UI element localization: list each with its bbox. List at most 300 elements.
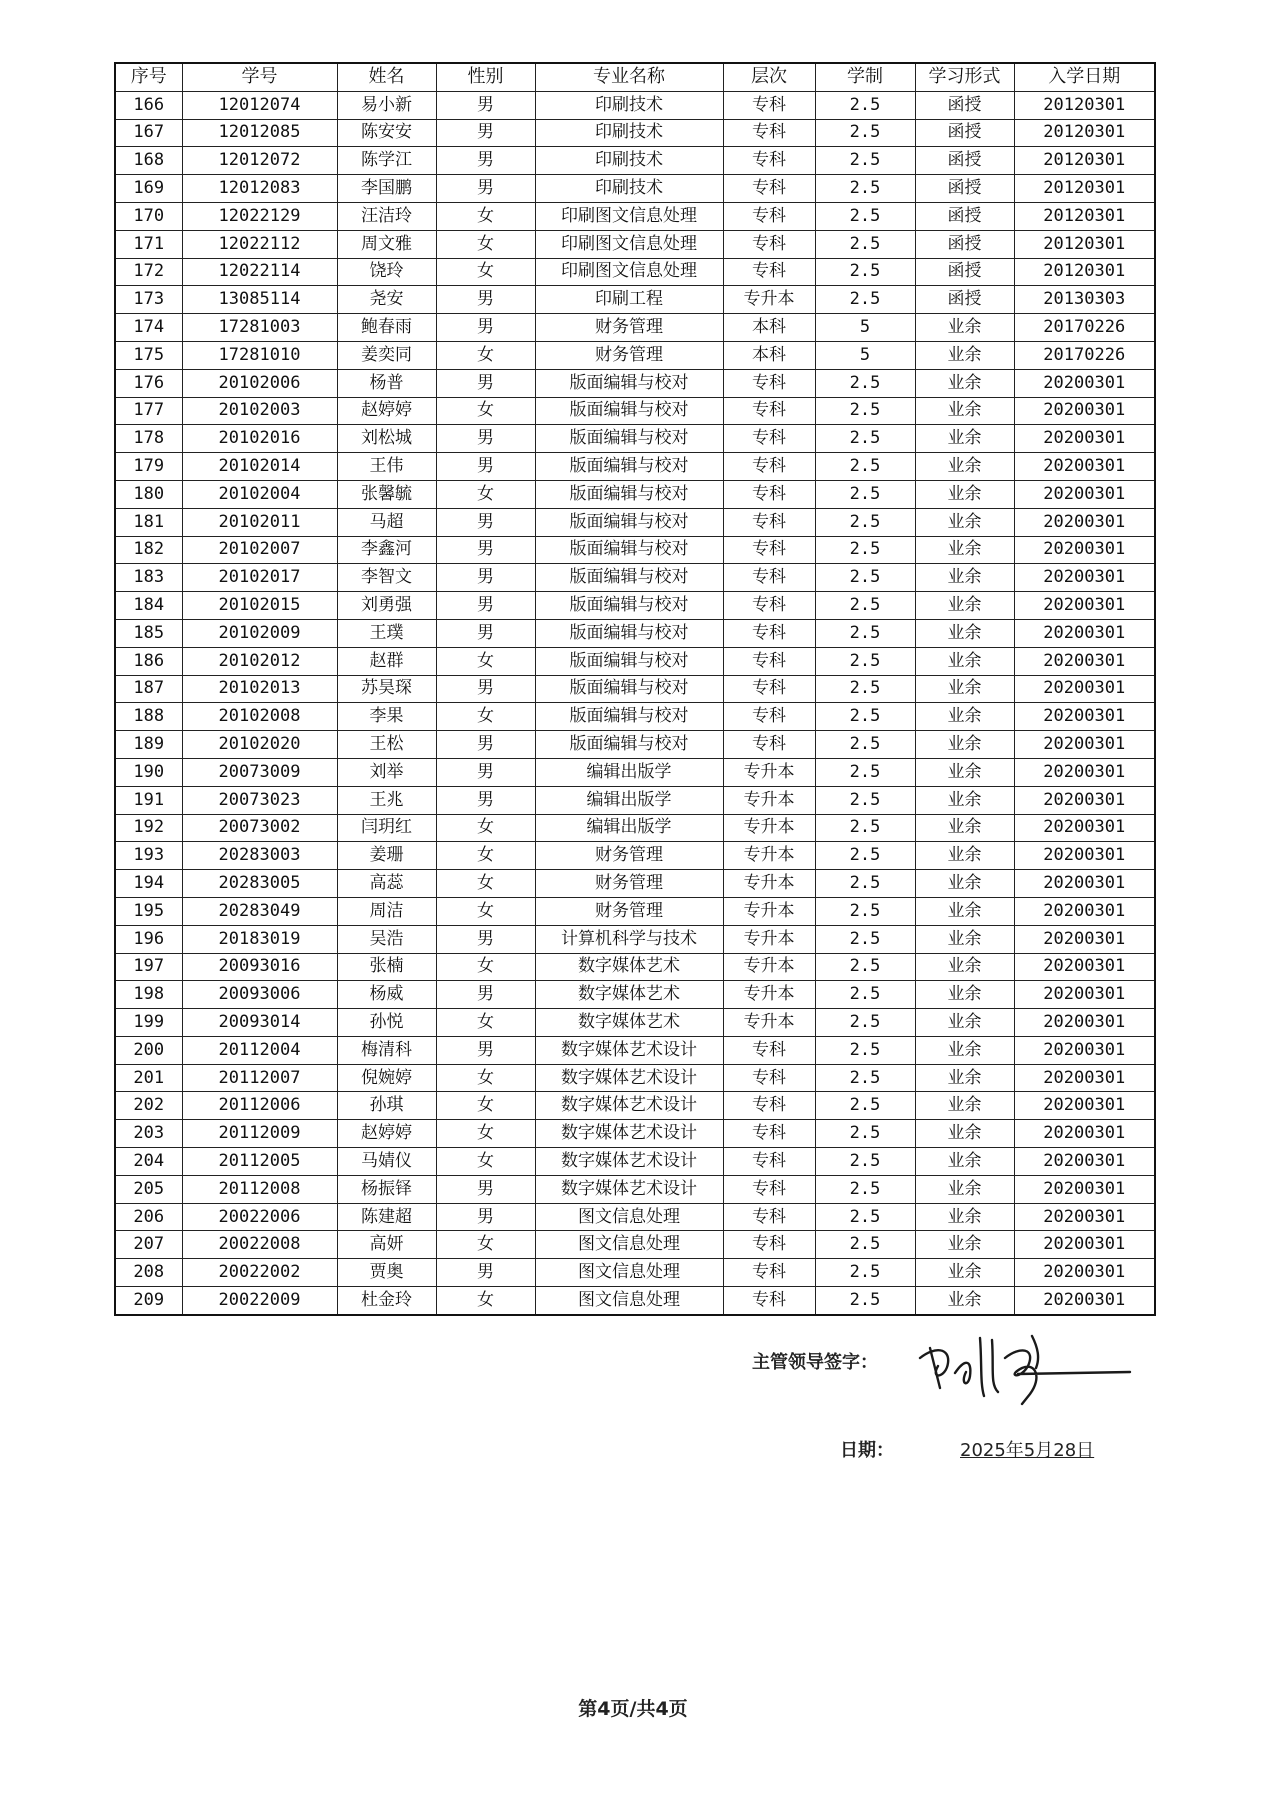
table-cell: 男	[436, 91, 535, 119]
table-cell: 2.5	[815, 1064, 915, 1092]
table-cell: 杜金玲	[337, 1287, 436, 1315]
table-cell: 20102012	[182, 647, 337, 675]
table-cell: 王伟	[337, 453, 436, 481]
table-cell: 191	[115, 786, 182, 814]
table-cell: 李智文	[337, 564, 436, 592]
header-cell: 序号	[115, 63, 182, 91]
table-cell: 印刷图文信息处理	[535, 258, 723, 286]
table-row	[115, 1231, 1155, 1259]
table-cell: 170	[115, 202, 182, 230]
table-row	[115, 703, 1155, 731]
date-value: 2025年5月28日	[960, 1440, 1095, 1461]
table-cell: 188	[115, 703, 182, 731]
table-cell: 20283005	[182, 870, 337, 898]
table-cell: 20200301	[1014, 1287, 1155, 1315]
table-row	[115, 147, 1155, 175]
table-cell: 女	[436, 480, 535, 508]
table-cell: 姜珊	[337, 842, 436, 870]
table-cell: 印刷技术	[535, 175, 723, 203]
table-cell: 20200301	[1014, 1148, 1155, 1176]
table-cell: 赵婷婷	[337, 1120, 436, 1148]
table-cell: 20200301	[1014, 508, 1155, 536]
table-cell: 业余	[915, 619, 1014, 647]
table-cell: 20200301	[1014, 953, 1155, 981]
table-cell: 印刷图文信息处理	[535, 230, 723, 258]
table-cell: 业余	[915, 814, 1014, 842]
table-cell: 男	[436, 1259, 535, 1287]
table-cell: 印刷技术	[535, 147, 723, 175]
table-cell: 20102008	[182, 703, 337, 731]
table-cell: 函授	[915, 147, 1014, 175]
table-cell: 2.5	[815, 536, 915, 564]
table-cell: 179	[115, 453, 182, 481]
table-cell: 20200301	[1014, 619, 1155, 647]
table-cell: 业余	[915, 981, 1014, 1009]
table-cell: 2.5	[815, 675, 915, 703]
table-row	[115, 564, 1155, 592]
table-cell: 业余	[915, 703, 1014, 731]
table-cell: 182	[115, 536, 182, 564]
table-cell: 女	[436, 1287, 535, 1315]
table-cell: 2.5	[815, 453, 915, 481]
table-cell: 女	[436, 870, 535, 898]
table-row	[115, 91, 1155, 119]
table-cell: 20073009	[182, 758, 337, 786]
table-cell: 专升本	[723, 842, 815, 870]
table-cell: 190	[115, 758, 182, 786]
table-cell: 174	[115, 314, 182, 342]
table-cell: 12022129	[182, 202, 337, 230]
table-cell: 专科	[723, 1036, 815, 1064]
table-cell: 专科	[723, 647, 815, 675]
header-cell: 性别	[436, 63, 535, 91]
table-cell: 姜奕同	[337, 341, 436, 369]
header-cell: 层次	[723, 63, 815, 91]
table-row	[115, 675, 1155, 703]
table-cell: 女	[436, 1148, 535, 1176]
table-cell: 函授	[915, 202, 1014, 230]
table-cell: 2.5	[815, 1231, 915, 1259]
table-cell: 业余	[915, 675, 1014, 703]
table-row	[115, 1064, 1155, 1092]
table-cell: 业余	[915, 369, 1014, 397]
table-cell: 业余	[915, 925, 1014, 953]
table-cell: 2.5	[815, 202, 915, 230]
table-cell: 马超	[337, 508, 436, 536]
table-cell: 版面编辑与校对	[535, 592, 723, 620]
table-cell: 2.5	[815, 397, 915, 425]
table-cell: 业余	[915, 1231, 1014, 1259]
table-cell: 男	[436, 925, 535, 953]
table-cell: 175	[115, 341, 182, 369]
table-cell: 数字媒体艺术	[535, 981, 723, 1009]
table-cell: 男	[436, 286, 535, 314]
table-cell: 专科	[723, 592, 815, 620]
table-cell: 专升本	[723, 1009, 815, 1037]
table-cell: 198	[115, 981, 182, 1009]
table-cell: 财务管理	[535, 314, 723, 342]
table-cell: 财务管理	[535, 341, 723, 369]
table-row	[115, 897, 1155, 925]
table-cell: 女	[436, 341, 535, 369]
table-cell: 20200301	[1014, 1064, 1155, 1092]
table-cell: 数字媒体艺术设计	[535, 1120, 723, 1148]
table-cell: 2.5	[815, 814, 915, 842]
table-cell: 王兆	[337, 786, 436, 814]
table-cell: 男	[436, 119, 535, 147]
table-cell: 李鑫河	[337, 536, 436, 564]
table-row	[115, 230, 1155, 258]
table-cell: 女	[436, 1009, 535, 1037]
table-cell: 王松	[337, 731, 436, 759]
table-cell: 本科	[723, 341, 815, 369]
table-cell: 女	[436, 230, 535, 258]
table-cell: 186	[115, 647, 182, 675]
table-cell: 专升本	[723, 758, 815, 786]
table-row	[115, 175, 1155, 203]
table-cell: 20200301	[1014, 480, 1155, 508]
table-cell: 函授	[915, 175, 1014, 203]
table-row	[115, 1009, 1155, 1037]
table-cell: 业余	[915, 897, 1014, 925]
table-cell: 20102020	[182, 731, 337, 759]
table-cell: 版面编辑与校对	[535, 564, 723, 592]
table-row	[115, 925, 1155, 953]
table-cell: 专科	[723, 369, 815, 397]
table-cell: 20102016	[182, 425, 337, 453]
table-cell: 专升本	[723, 953, 815, 981]
table-cell: 20102009	[182, 619, 337, 647]
table-cell: 173	[115, 286, 182, 314]
table-cell: 专科	[723, 453, 815, 481]
table-cell: 180	[115, 480, 182, 508]
table-cell: 数字媒体艺术设计	[535, 1148, 723, 1176]
table-row	[115, 1175, 1155, 1203]
table-cell: 专升本	[723, 925, 815, 953]
table-cell: 166	[115, 91, 182, 119]
table-cell: 20093014	[182, 1009, 337, 1037]
table-cell: 20073002	[182, 814, 337, 842]
table-cell: 汪洁玲	[337, 202, 436, 230]
table-cell: 专升本	[723, 814, 815, 842]
table-cell: 12012083	[182, 175, 337, 203]
table-cell: 专科	[723, 91, 815, 119]
table-cell: 女	[436, 814, 535, 842]
table-row	[115, 1120, 1155, 1148]
table-cell: 20200301	[1014, 675, 1155, 703]
table-cell: 202	[115, 1092, 182, 1120]
table-cell: 20102013	[182, 675, 337, 703]
table-cell: 刘松城	[337, 425, 436, 453]
table-cell: 2.5	[815, 1036, 915, 1064]
table-cell: 5	[815, 314, 915, 342]
table-cell: 12012085	[182, 119, 337, 147]
table-cell: 2.5	[815, 508, 915, 536]
table-cell: 女	[436, 842, 535, 870]
table-cell: 周洁	[337, 897, 436, 925]
table-cell: 版面编辑与校对	[535, 480, 723, 508]
table-cell: 业余	[915, 647, 1014, 675]
table-cell: 20200301	[1014, 369, 1155, 397]
table-cell: 业余	[915, 592, 1014, 620]
table-cell: 2.5	[815, 925, 915, 953]
table-body	[115, 91, 1155, 1315]
table-cell: 192	[115, 814, 182, 842]
table-row	[115, 397, 1155, 425]
table-cell: 赵群	[337, 647, 436, 675]
table-cell: 业余	[915, 731, 1014, 759]
table-cell: 版面编辑与校对	[535, 425, 723, 453]
table-cell: 20200301	[1014, 1120, 1155, 1148]
header-cell: 入学日期	[1014, 63, 1155, 91]
table-cell: 版面编辑与校对	[535, 731, 723, 759]
table-cell: 数字媒体艺术设计	[535, 1092, 723, 1120]
table-cell: 196	[115, 925, 182, 953]
table-cell: 业余	[915, 1036, 1014, 1064]
table-cell: 王璞	[337, 619, 436, 647]
table-cell: 20200301	[1014, 925, 1155, 953]
table-cell: 女	[436, 647, 535, 675]
table-cell: 2.5	[815, 1092, 915, 1120]
table-cell: 高蕊	[337, 870, 436, 898]
table-cell: 20200301	[1014, 758, 1155, 786]
table-cell: 12022114	[182, 258, 337, 286]
table-cell: 专科	[723, 425, 815, 453]
table-cell: 2.5	[815, 870, 915, 898]
table-cell: 187	[115, 675, 182, 703]
table-cell: 2.5	[815, 564, 915, 592]
table-cell: 20183019	[182, 925, 337, 953]
table-cell: 数字媒体艺术设计	[535, 1175, 723, 1203]
table-cell: 男	[436, 1203, 535, 1231]
table-cell: 陈学江	[337, 147, 436, 175]
table-cell: 20102011	[182, 508, 337, 536]
table-cell: 专科	[723, 202, 815, 230]
table-cell: 专升本	[723, 981, 815, 1009]
table-cell: 本科	[723, 314, 815, 342]
table-cell: 男	[436, 1036, 535, 1064]
table-cell: 贾奥	[337, 1259, 436, 1287]
table-cell: 数字媒体艺术设计	[535, 1036, 723, 1064]
table-cell: 专科	[723, 1092, 815, 1120]
table-cell: 财务管理	[535, 897, 723, 925]
table-cell: 女	[436, 1092, 535, 1120]
table-cell: 20102006	[182, 369, 337, 397]
table-cell: 2.5	[815, 91, 915, 119]
table-row	[115, 758, 1155, 786]
table-cell: 图文信息处理	[535, 1231, 723, 1259]
table-header-row	[115, 63, 1155, 91]
table-cell: 版面编辑与校对	[535, 508, 723, 536]
table-cell: 20283003	[182, 842, 337, 870]
table-cell: 20120301	[1014, 258, 1155, 286]
table-cell: 业余	[915, 314, 1014, 342]
table-cell: 印刷技术	[535, 91, 723, 119]
table-cell: 171	[115, 230, 182, 258]
table-cell: 专科	[723, 175, 815, 203]
table-cell: 206	[115, 1203, 182, 1231]
table-cell: 李国鹏	[337, 175, 436, 203]
table-cell: 专升本	[723, 286, 815, 314]
table-cell: 版面编辑与校对	[535, 536, 723, 564]
table-cell: 168	[115, 147, 182, 175]
table-cell: 数字媒体艺术	[535, 953, 723, 981]
table-cell: 饶玲	[337, 258, 436, 286]
table-cell: 12012074	[182, 91, 337, 119]
table-cell: 2.5	[815, 369, 915, 397]
table-cell: 版面编辑与校对	[535, 647, 723, 675]
table-cell: 2.5	[815, 897, 915, 925]
table-cell: 181	[115, 508, 182, 536]
table-cell: 专科	[723, 1064, 815, 1092]
table-cell: 业余	[915, 480, 1014, 508]
table-cell: 12012072	[182, 147, 337, 175]
table-cell: 20093016	[182, 953, 337, 981]
table-row	[115, 202, 1155, 230]
table-cell: 193	[115, 842, 182, 870]
table-cell: 201	[115, 1064, 182, 1092]
header-cell: 专业名称	[535, 63, 723, 91]
table-cell: 20022006	[182, 1203, 337, 1231]
table-cell: 业余	[915, 1259, 1014, 1287]
table-cell: 20200301	[1014, 453, 1155, 481]
table-cell: 数字媒体艺术	[535, 1009, 723, 1037]
table-row	[115, 258, 1155, 286]
table-cell: 20022002	[182, 1259, 337, 1287]
table-cell: 女	[436, 258, 535, 286]
table-cell: 2.5	[815, 1175, 915, 1203]
table-cell: 177	[115, 397, 182, 425]
header-cell: 学制	[815, 63, 915, 91]
table-cell: 男	[436, 147, 535, 175]
table-cell: 图文信息处理	[535, 1203, 723, 1231]
table-cell: 赵婷婷	[337, 397, 436, 425]
table-cell: 业余	[915, 453, 1014, 481]
table-cell: 刘举	[337, 758, 436, 786]
table-cell: 专科	[723, 1120, 815, 1148]
table-cell: 209	[115, 1287, 182, 1315]
page-number: 第4页/共4页	[578, 1698, 688, 1720]
header-cell: 姓名	[337, 63, 436, 91]
table-cell: 男	[436, 175, 535, 203]
table-cell: 17281003	[182, 314, 337, 342]
table-cell: 男	[436, 758, 535, 786]
table-cell: 专科	[723, 480, 815, 508]
table-cell: 2.5	[815, 286, 915, 314]
table-cell: 169	[115, 175, 182, 203]
table-cell: 2.5	[815, 953, 915, 981]
table-cell: 20120301	[1014, 91, 1155, 119]
table-cell: 207	[115, 1231, 182, 1259]
table-cell: 业余	[915, 564, 1014, 592]
table-row	[115, 119, 1155, 147]
table-row	[115, 453, 1155, 481]
table-cell: 女	[436, 1064, 535, 1092]
table-cell: 20112005	[182, 1148, 337, 1176]
table-cell: 数字媒体艺术设计	[535, 1064, 723, 1092]
table-row	[115, 341, 1155, 369]
table-cell: 业余	[915, 1175, 1014, 1203]
table-cell: 周文雅	[337, 230, 436, 258]
table-row	[115, 1203, 1155, 1231]
table-cell: 2.5	[815, 758, 915, 786]
table-cell: 版面编辑与校对	[535, 675, 723, 703]
table-row	[115, 508, 1155, 536]
table-cell: 杨振铎	[337, 1175, 436, 1203]
table-cell: 业余	[915, 1287, 1014, 1315]
table-cell: 199	[115, 1009, 182, 1037]
table-cell: 计算机科学与技术	[535, 925, 723, 953]
table-row	[115, 842, 1155, 870]
table-row	[115, 1092, 1155, 1120]
table-cell: 2.5	[815, 147, 915, 175]
table-cell: 13085114	[182, 286, 337, 314]
table-cell: 梅清科	[337, 1036, 436, 1064]
table-cell: 业余	[915, 758, 1014, 786]
table-cell: 吴浩	[337, 925, 436, 953]
table-cell: 张楠	[337, 953, 436, 981]
table-cell: 业余	[915, 870, 1014, 898]
table-row	[115, 1036, 1155, 1064]
table-cell: 20200301	[1014, 703, 1155, 731]
table-row	[115, 731, 1155, 759]
table-row	[115, 870, 1155, 898]
table-cell: 男	[436, 453, 535, 481]
table-cell: 专科	[723, 1287, 815, 1315]
table-cell: 20200301	[1014, 842, 1155, 870]
table-cell: 女	[436, 1231, 535, 1259]
table-cell: 闫玥红	[337, 814, 436, 842]
table-cell: 2.5	[815, 786, 915, 814]
table-cell: 20200301	[1014, 564, 1155, 592]
table-cell: 20200301	[1014, 981, 1155, 1009]
table-cell: 编辑出版学	[535, 786, 723, 814]
table-cell: 苏昊琛	[337, 675, 436, 703]
table-cell: 易小新	[337, 91, 436, 119]
table-row	[115, 1259, 1155, 1287]
table-cell: 20120301	[1014, 175, 1155, 203]
table-cell: 20102014	[182, 453, 337, 481]
table-cell: 20112008	[182, 1175, 337, 1203]
table-cell: 男	[436, 786, 535, 814]
table-row	[115, 286, 1155, 314]
table-cell: 20283049	[182, 897, 337, 925]
table-cell: 204	[115, 1148, 182, 1176]
table-cell: 业余	[915, 341, 1014, 369]
table-row	[115, 953, 1155, 981]
table-cell: 版面编辑与校对	[535, 397, 723, 425]
table-cell: 2.5	[815, 703, 915, 731]
table-cell: 男	[436, 564, 535, 592]
signature-label: 主管领导签字：	[752, 1352, 878, 1373]
table-cell: 专科	[723, 619, 815, 647]
table-cell: 20200301	[1014, 897, 1155, 925]
table-cell: 男	[436, 675, 535, 703]
table-cell: 20112007	[182, 1064, 337, 1092]
table-cell: 20200301	[1014, 1231, 1155, 1259]
table-cell: 业余	[915, 786, 1014, 814]
table-cell: 专科	[723, 508, 815, 536]
table-row	[115, 425, 1155, 453]
table-cell: 男	[436, 536, 535, 564]
table-cell: 女	[436, 703, 535, 731]
table-cell: 男	[436, 425, 535, 453]
table-cell: 版面编辑与校对	[535, 453, 723, 481]
table-cell: 20112009	[182, 1120, 337, 1148]
header-cell: 学习形式	[915, 63, 1014, 91]
table-row	[115, 536, 1155, 564]
table-cell: 业余	[915, 1203, 1014, 1231]
